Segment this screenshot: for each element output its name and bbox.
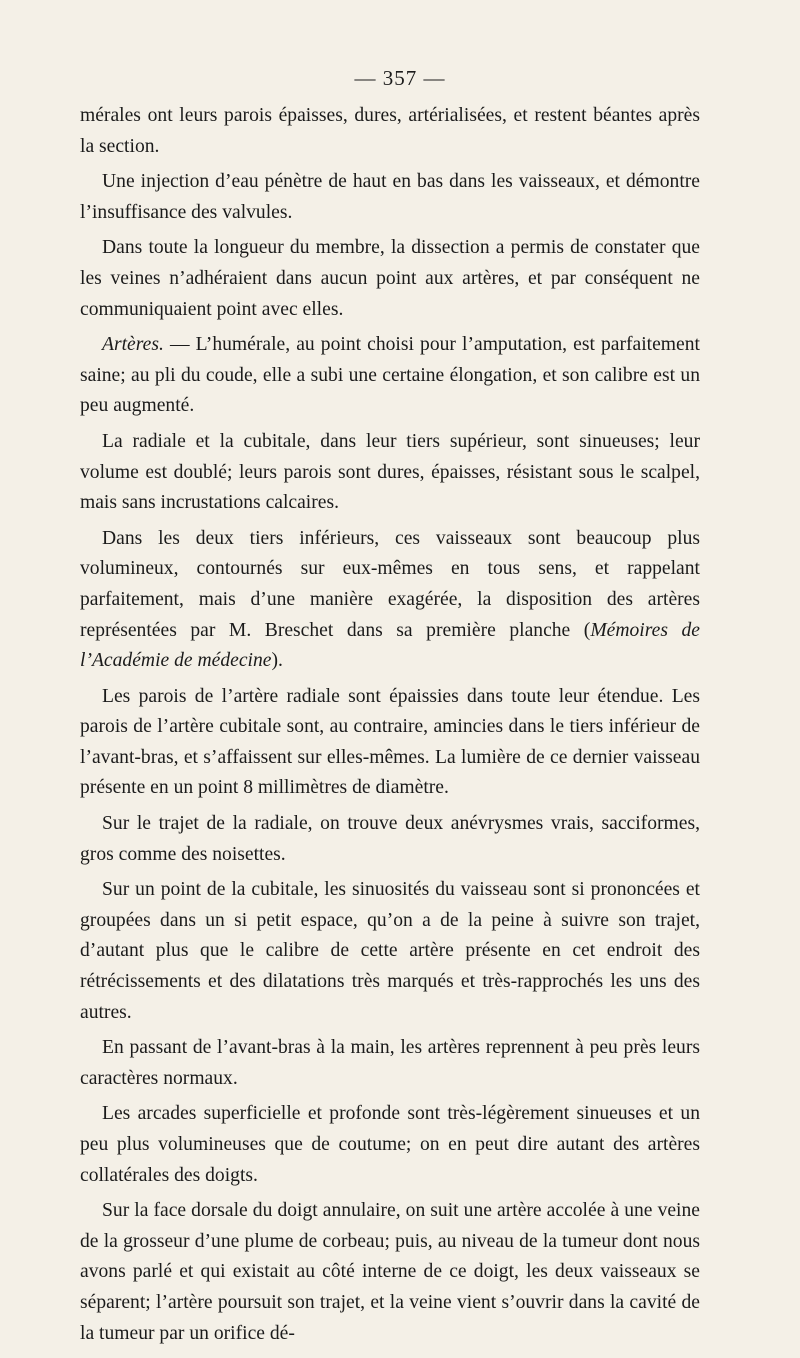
paragraph: mérales ont leurs parois épaisses, dures, artérialisées, et restent béantes après la section. xyxy=(80,105,700,157)
paragraph-text: — L’humérale, au point choisi pour l’amputation, est parfaitement saine; au pli du coude, elle a subi une certaine élongation, et son calibre est un peu augmenté. xyxy=(80,334,700,417)
body-text xyxy=(80,101,700,1349)
paragraph: Sur un point de la cubitale, les sinuosités du vaisseau sont si prononcées et groupées dans un si petit espace, qu’on a de la peine à suivre son trajet, d’autant plus que le calibre de cette artère présente en cet endroit des rétrécissements et des dilatations très marqués et très-rapprochés les uns des autres. xyxy=(80,879,700,1023)
paragraph: Une injection d’eau pénètre de haut en bas dans les vaisseaux, et démontre l’insuffisance des valvules. xyxy=(80,171,700,223)
paragraph: Les parois de l’artère radiale sont épaissies dans toute leur étendue. Les parois de l’artère cubitale sont, au contraire, amincies dans le tiers inférieur de l’avant-bras, et s’affaissent sur elles-mêmes. La lumière de ce dernier vaisseau présente en un point 8 millimètres de diamètre. xyxy=(80,685,700,799)
paragraph: Dans toute la longueur du membre, la dissection a permis de constater que les veines n’adhéraient dans aucun point aux artères, et par conséquent ne communiquaient point avec elles. xyxy=(80,237,700,320)
paragraph: Les arcades superficielle et profonde sont très-légèrement sinueuses et un peu plus volumineuses que de coutume; on en peut dire autant des artères collatérales des doigts. xyxy=(80,1103,700,1186)
paragraph-text: Dans les deux tiers inférieurs, ces vaisseaux sont beaucoup plus volumineux, contournés sur eux-mêmes en tous sens, et rappelant parfaitement, mais d’une manière exagérée, la disposition des artères représentées par M. Breschet dans sa première planche ( xyxy=(80,527,700,641)
paragraph: En passant de l’avant-bras à la main, les artères reprennent à peu près leurs caractères normaux. xyxy=(80,1037,700,1089)
citation-title: Mémoires de l’Académie de médecine xyxy=(80,619,700,672)
paragraph xyxy=(80,524,700,677)
paragraph: Sur la face dorsale du doigt annulaire, on suit une artère accolée à une veine de la grosseur d’une plume de corbeau; puis, au niveau de la tumeur dont nous avons parlé et qui existait au côté interne de ce doigt, les deux vaisseaux se séparent; l’artère poursuit son trajet, et la veine vient s’ouvrir dans la cavité de la tumeur par un orifice dé- xyxy=(80,1200,700,1344)
page-number: — 357 — xyxy=(354,66,446,90)
paragraph xyxy=(80,330,700,422)
paragraph: Sur le trajet de la radiale, on trouve deux anévrysmes vrais, sacciformes, gros comme des noisettes. xyxy=(80,813,700,865)
paragraph: La radiale et la cubitale, dans leur tiers supérieur, sont sinueuses; leur volume est doublé; leurs parois sont dures, épaisses, résistant sous le scalpel, mais sans incrustations calcaires. xyxy=(80,430,700,514)
section-heading-arteres: Artères. xyxy=(102,334,164,356)
paragraph-text: ). xyxy=(271,650,283,672)
